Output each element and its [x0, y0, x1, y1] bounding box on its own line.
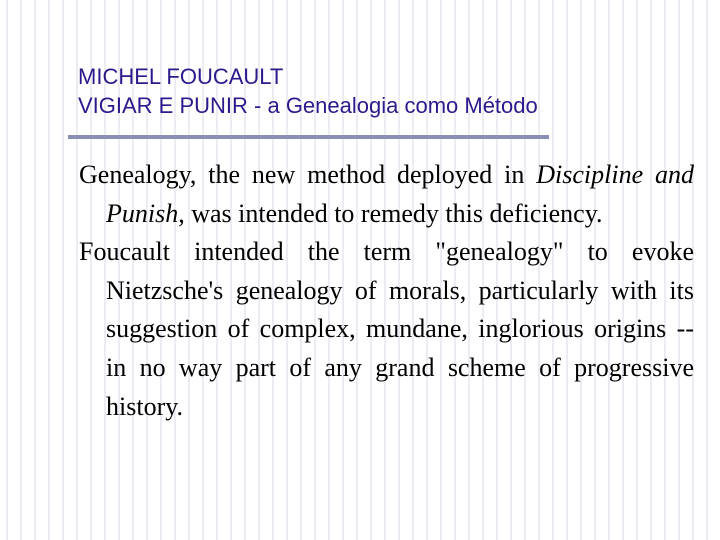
- book-title-italic: Discipline and Punish: [106, 160, 694, 228]
- slide-title: [78, 62, 698, 120]
- paragraph-foucault-genealogy: [79, 233, 694, 426]
- paragraph-1-text-start: Genealogy, the new method deployed in: [79, 160, 537, 189]
- paragraph-genealogy-method: [79, 156, 694, 233]
- title-line-2: VIGIAR E PUNIR - a Genealogia como Método: [78, 93, 538, 118]
- slide-body: [79, 156, 694, 426]
- title-line-1: MICHEL FOUCAULT: [78, 64, 284, 89]
- paragraph-1-text-end: , was intended to remedy this deficiency.: [178, 198, 603, 228]
- paragraph-2-text: Foucault intended the term "genealogy" to evoke Nietzsche's genealogy of morals, particularly with its suggestion of complex, mundane, inglorious origins -- in no way part of any grand scheme of progressive history.: [79, 237, 694, 421]
- title-divider: [68, 135, 549, 139]
